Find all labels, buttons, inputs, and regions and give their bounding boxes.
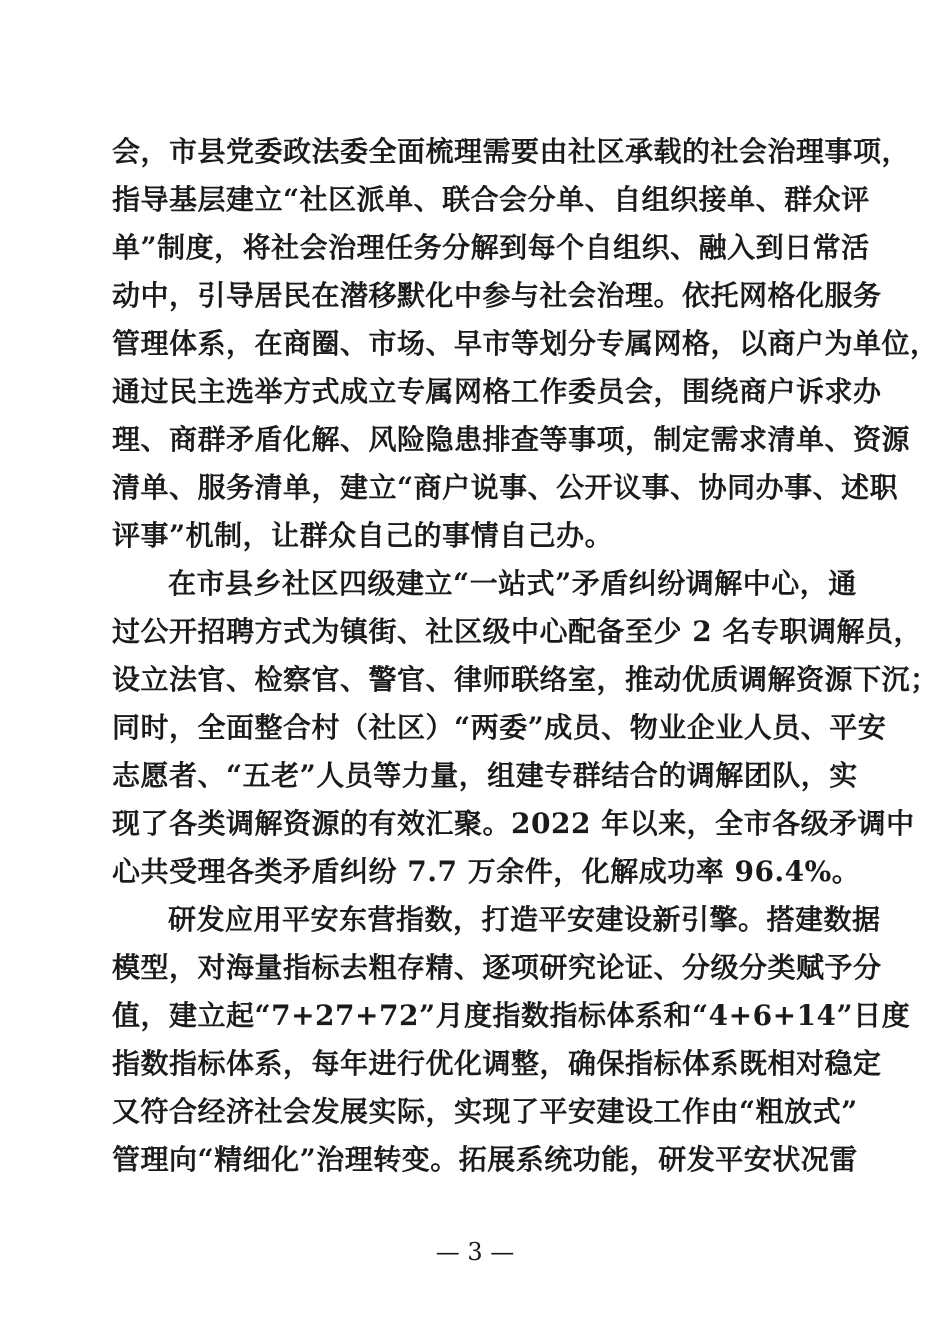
paragraph-line: 设立法官、检察官、警官、律师联络室，推动优质调解资源下沉； [112, 663, 939, 696]
paragraph-line: 理、商群矛盾化解、风险隐患排查等事项，制定需求清单、资源 [112, 423, 911, 456]
paragraph-2 [112, 560, 939, 896]
paragraph-line: 管理向“精细化”治理转变。拓展系统功能，研发平安状况雷 [112, 1143, 858, 1176]
paragraph-line: 动中，引导居民在潜移默化中参与社会治理。依托网格化服务 [112, 279, 882, 312]
page-number: — 3 — [435, 1238, 515, 1266]
paragraph-line: 会，市县党委政法委全面梳理需要由社区承载的社会治理事项， [112, 135, 911, 168]
paragraph-line: 指导基层建立“社区派单、联合会分单、自组织接单、群众评 [112, 183, 870, 216]
paragraph-line: 在市县乡社区四级建立“一站式”矛盾纠纷调解中心，通 [168, 567, 857, 600]
paragraph-3 [112, 896, 911, 1184]
paragraph-line: 现了各类调解资源的有效汇聚。2022 年以来，全市各级矛调中 [112, 807, 915, 840]
paragraph-line: 通过民主选举方式成立专属网格工作委员会，围绕商户诉求办 [112, 375, 882, 408]
paragraph-line: 志愿者、“五老”人员等力量，组建专群结合的调解团队，实 [112, 759, 858, 792]
paragraph-line: 过公开招聘方式为镇街、社区级中心配备至少 2 名专职调解员， [112, 615, 922, 648]
document-body [112, 128, 939, 1184]
paragraph-line: 指数指标体系，每年进行优化调整，确保指标体系既相对稳定 [112, 1047, 882, 1080]
paragraph-line: 单”制度，将社会治理任务分解到每个自组织、融入到日常活 [112, 231, 870, 264]
paragraph-line: 管理体系，在商圈、市场、早市等划分专属网格，以商户为单位， [112, 327, 939, 360]
paragraph-line: 又符合经济社会发展实际，实现了平安建设工作由“粗放式” [112, 1095, 858, 1128]
paragraph-line: 值，建立起“7+27+72”月度指数指标体系和“4+6+14”日度 [112, 999, 911, 1032]
paragraph-line: 心共受理各类矛盾纠纷 7.7 万余件，化解成功率 96.4%。 [112, 855, 861, 888]
paragraph-1 [112, 128, 939, 560]
paragraph-line: 模型，对海量指标去粗存精、逐项研究论证、分级分类赋予分 [112, 951, 882, 984]
paragraph-line: 清单、服务清单，建立“商户说事、公开议事、协同办事、述职 [112, 471, 899, 504]
paragraph-line: 同时，全面整合村（社区）“两委”成员、物业企业人员、平安 [112, 711, 887, 744]
paragraph-line: 研发应用平安东营指数，打造平安建设新引擎。搭建数据 [168, 903, 881, 936]
paragraph-line: 评事”机制，让群众自己的事情自己办。 [112, 519, 614, 552]
